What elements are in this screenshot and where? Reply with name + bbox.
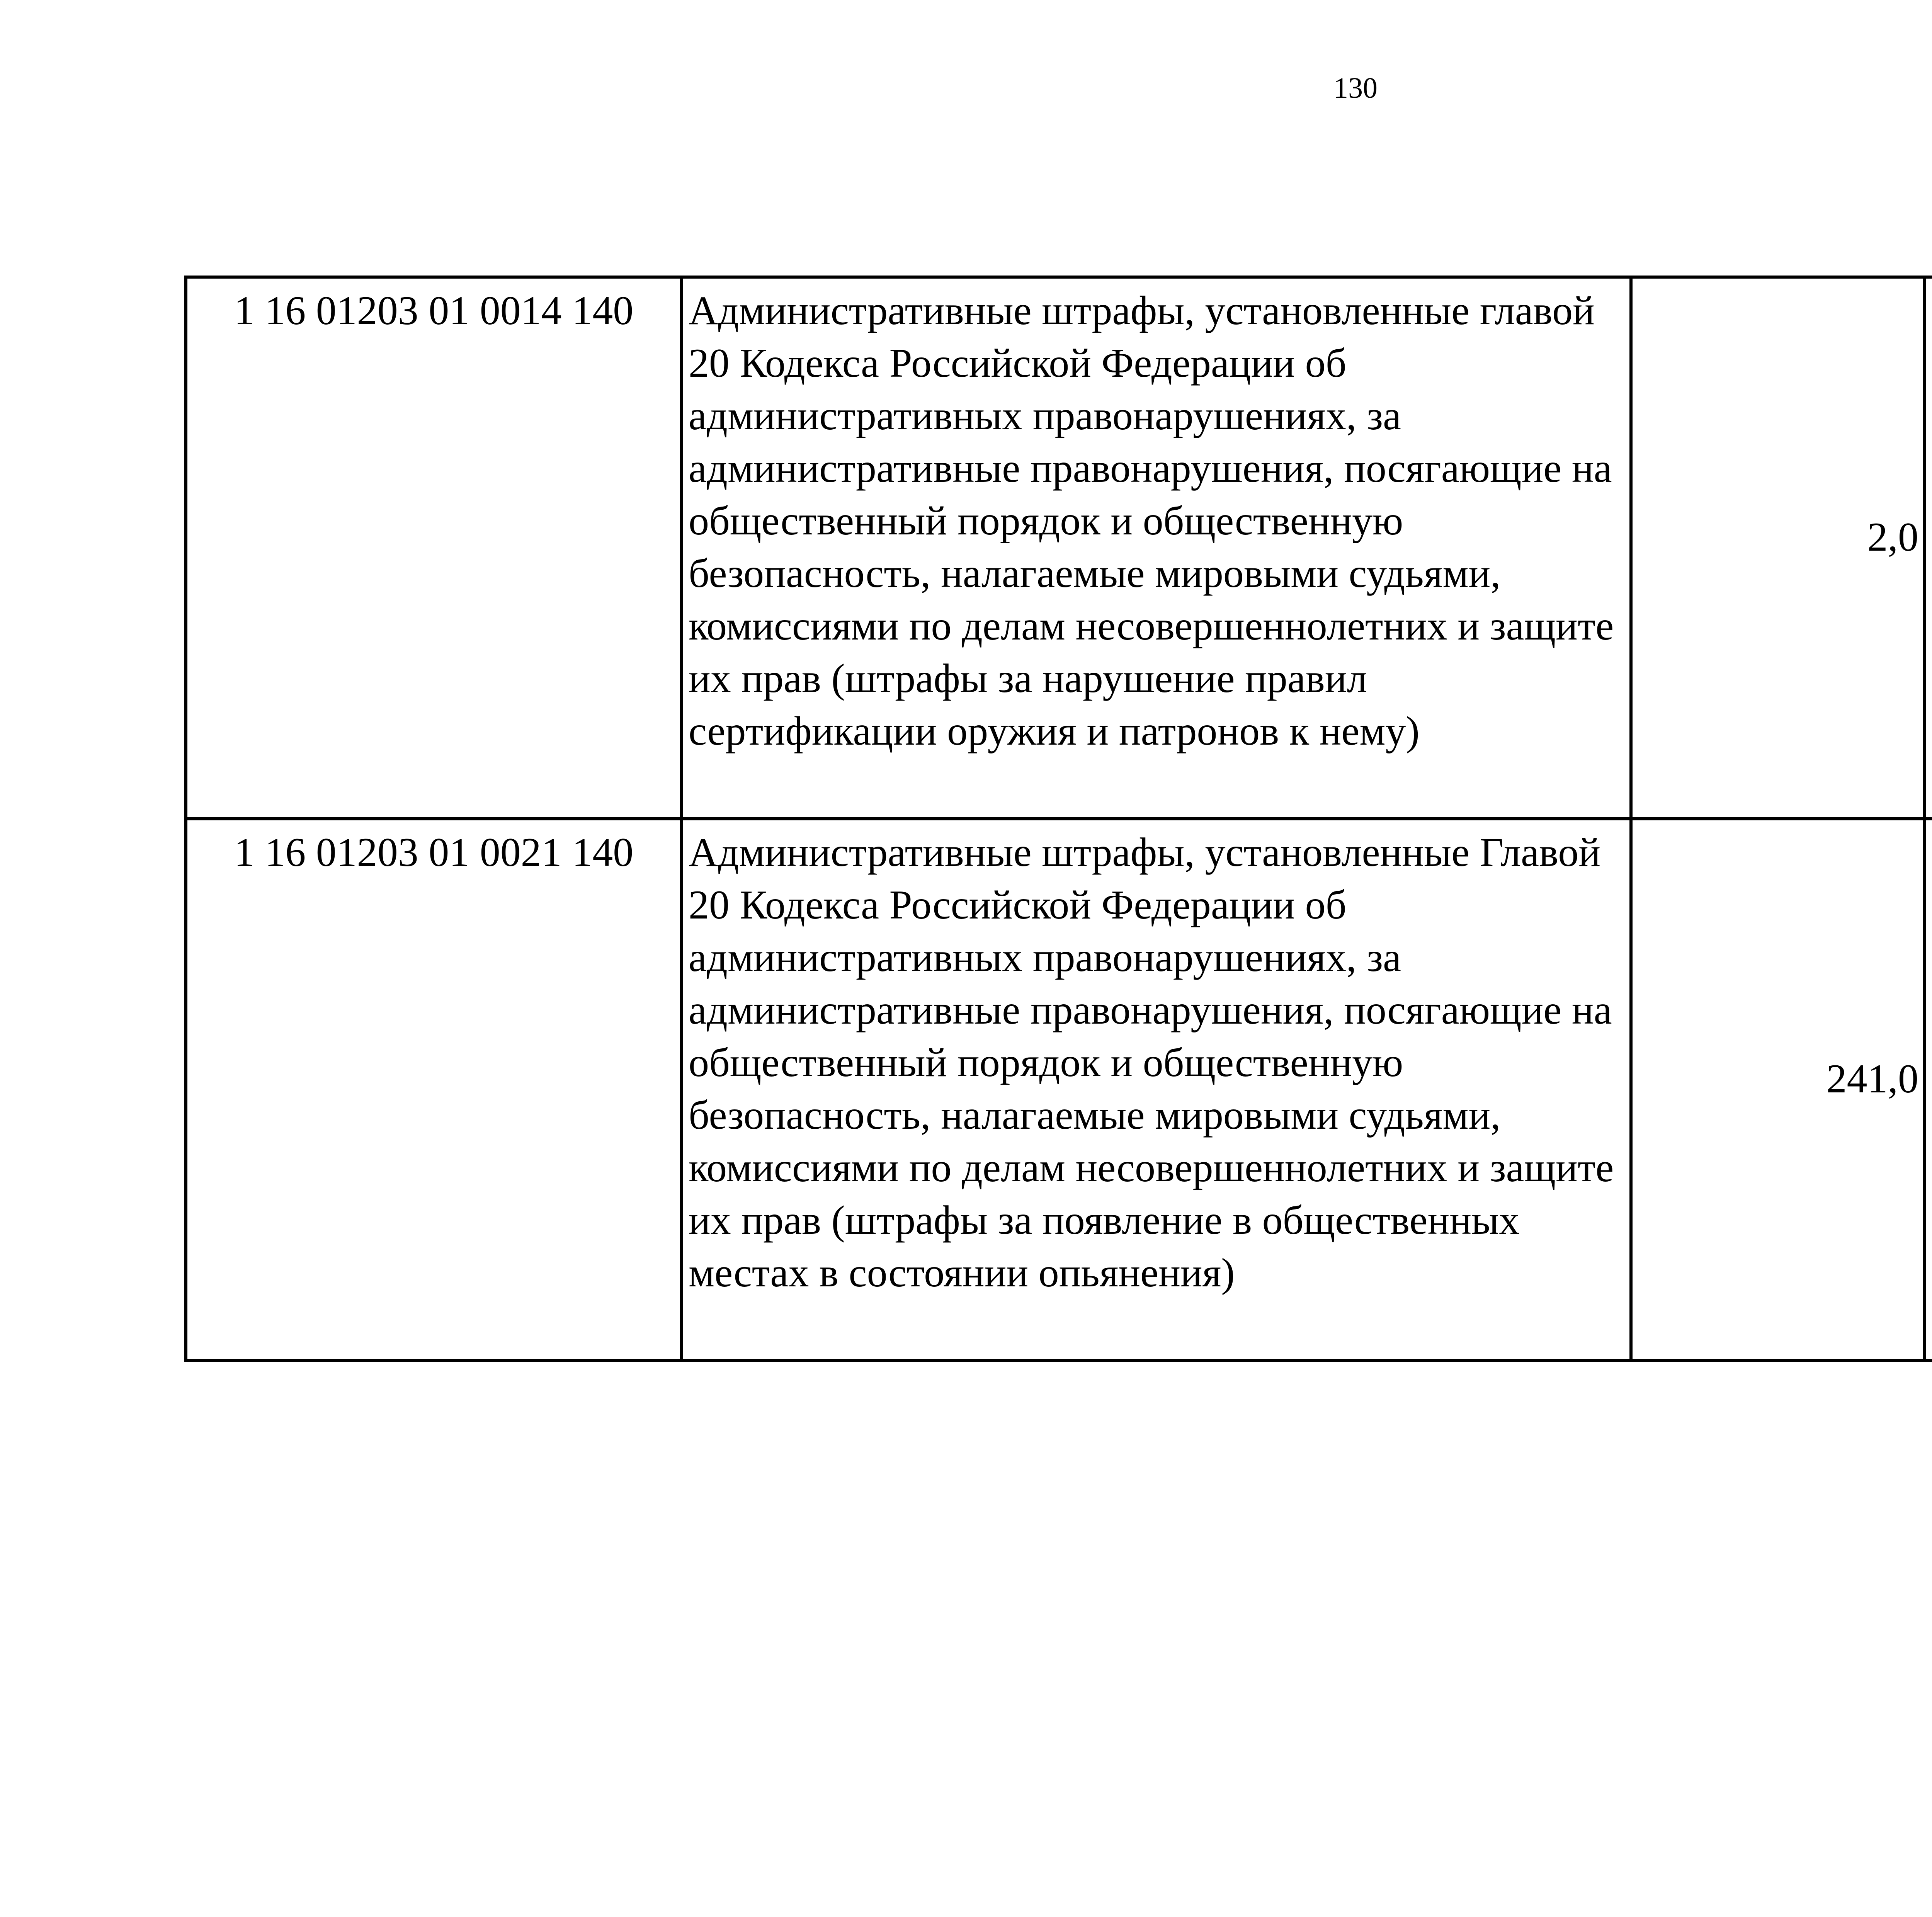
- budget-code-cell: 1 16 01203 01 0014 140: [186, 277, 682, 819]
- budget-code-cell: 1 16 01203 01 0021 140: [186, 819, 682, 1361]
- revenue-name-cell: Административные штрафы, установленные Главой 20 Кодекса Российской Федерации об административных правонарушениях, за административные правонарушения, посягающие на общественный порядок и общественную безопасность, налагаемые мировыми судьями, комиссиями по делам несовершеннолетних и защите их прав (штрафы за появление в общественных местах в состоянии опьянения): [682, 819, 1631, 1361]
- amount-year-1-cell: [1631, 277, 1925, 819]
- page-number: 130: [1333, 72, 1378, 104]
- amount-year-1-cell: [1631, 819, 1925, 1361]
- table-row: [186, 819, 1932, 1361]
- amount-year-2-cell: [1925, 819, 1932, 1361]
- amount-value: 2,0: [1867, 514, 1918, 560]
- revenue-table: [184, 276, 1932, 1362]
- amount-value: 241,0: [1826, 1056, 1918, 1101]
- table-row: [186, 277, 1932, 819]
- amount-year-2-cell: [1925, 277, 1932, 819]
- revenue-name-cell: Административные штрафы, установленные главой 20 Кодекса Российской Федерации об административных правонарушениях, за административные правонарушения, посягающие на общественный порядок и общественную безопасность, налагаемые мировыми судьями, комиссиями по делам несовершеннолетних и защите их прав (штрафы за нарушение правил сертификации оружия и патронов к нему): [682, 277, 1631, 819]
